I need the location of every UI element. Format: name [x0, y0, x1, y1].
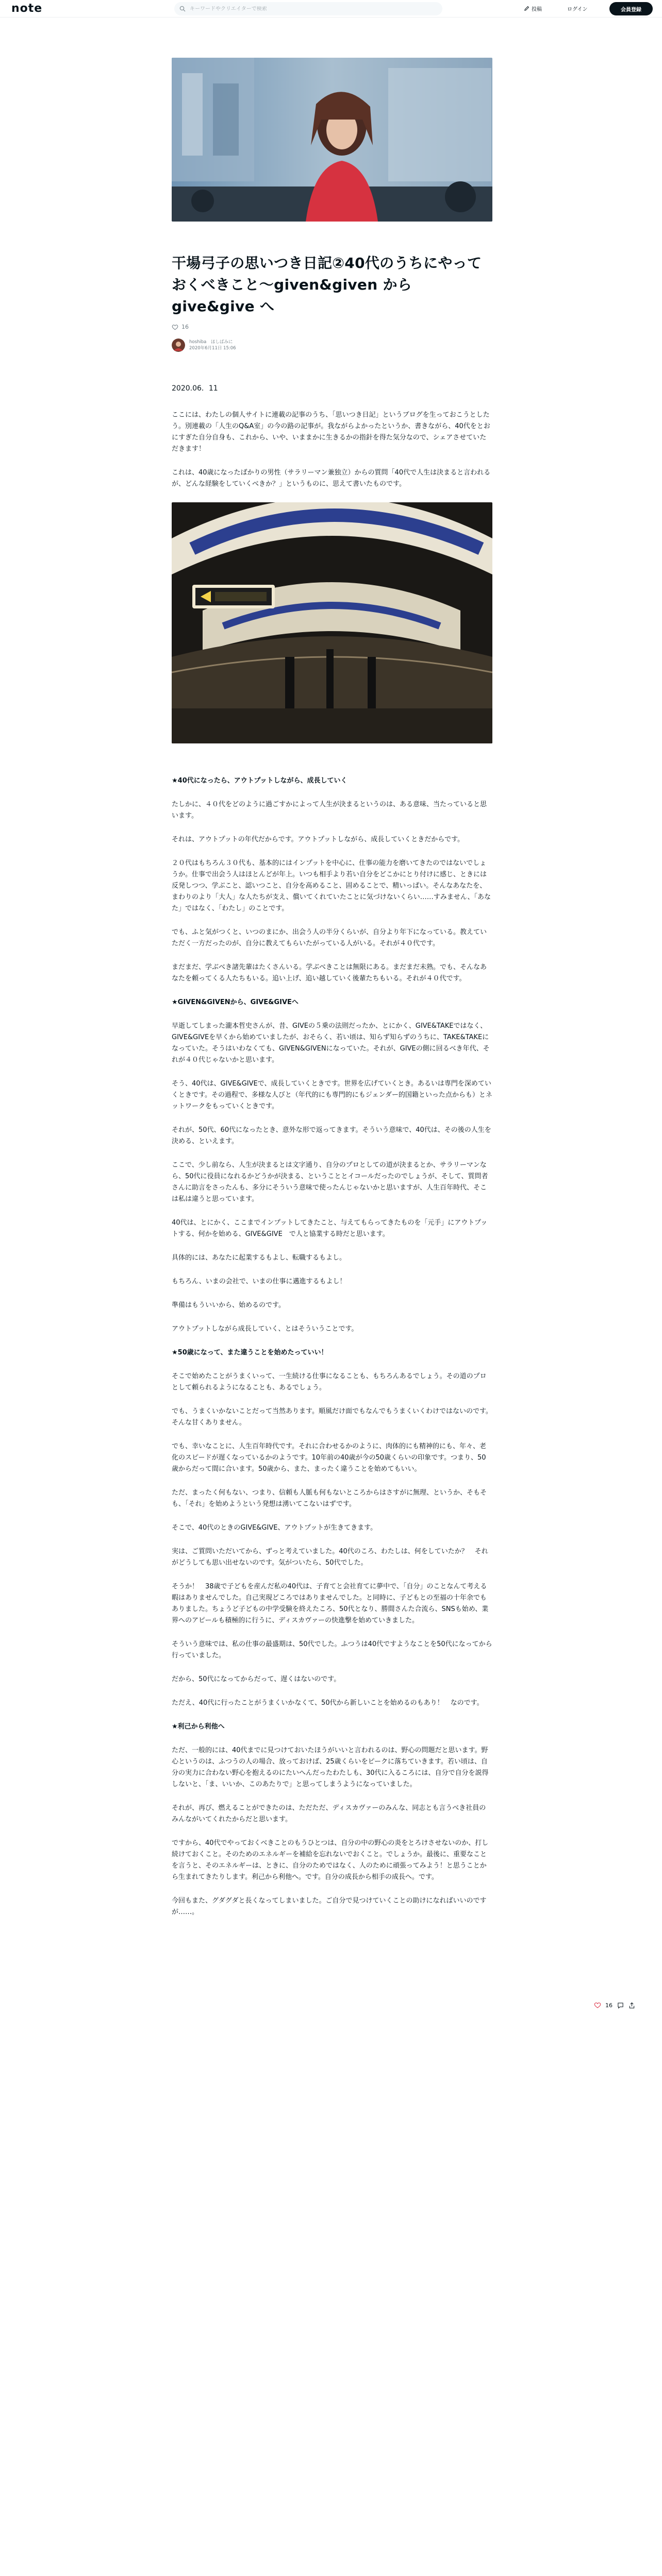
post-label: 投稿 — [532, 7, 542, 12]
paragraph: たしかに、４０代をどのように過ごすかによって人生が決まるというのは、ある意味、当たっていると思います。 — [172, 801, 487, 820]
paragraph: でも、幸いなことに、人生百年時代です。それに合わせるかのように、肉体的にも精神的にも、年々、老化のスピードが遅くなっているかのようです。10年前の40歳が今の50歳くらいの印象です。つまり、50歳からだって間に合います。50歳から、また、まったく違うことを始めてもいい。 — [172, 1443, 486, 1473]
paragraph: まだまだ、学ぶべき諸先輩はたくさんいる。学ぶべきことは無限にある。まだまだ未熟。でも、そんなあなたを頼ってくる人たちもいる。追い上げ、追い越していく後輩たちもいる。それが４０代です。 — [172, 963, 487, 982]
publish-date: 2020年6月11日 15:06 — [189, 346, 236, 351]
share-button[interactable] — [628, 2002, 635, 2009]
paragraph: もちろん、いまの会社で、いまの仕事に邁進するもよし！ — [172, 1278, 346, 1285]
comment-icon — [617, 2002, 624, 2009]
floating-actions — [594, 2002, 635, 2009]
section-heading: ★利己から利他へ — [172, 1723, 225, 1731]
paragraph: だから、50代になってからだって、遅くはないのです。 — [172, 1675, 341, 1683]
paragraph: そこで始めたことがうまくいって、一生続ける仕事になることも、もちろんあるでしょう。その道のプロとして頼られるようになることも、あるでしょう。 — [172, 1372, 487, 1392]
paragraph: そう、40代は、GIVE&GIVEで、成長していくときです。世界を広げていくとき。あるいは専門を深めていくときです。その過程で、多様な人びと（年代的にも専門的にもジェンダー的国籍といった点からも）とネットワークをもっていくときです。 — [172, 1080, 492, 1110]
paragraph: でも、ふと気がつくと、いつのまにか、出会う人の半分くらいが、自分より年下になっている。教えていただく一方だったのが、自分に教えてもらいたがっている人がいる。それが４０代です。 — [172, 928, 487, 947]
article-date: 2020.06．11 — [172, 384, 218, 393]
author-name[interactable]: hoshiba ほしばみに — [189, 340, 233, 345]
paragraph: それが、再び、燃えることができたのは、ただただ、ディスカヴァーのみんな、同志とも言うべき社員のみんながいてくれたからだと思います。 — [172, 1804, 486, 1823]
paragraph: 具体的には、あなたに起業するもよし、転職するもよし。 — [172, 1254, 346, 1262]
paragraph: 早逝してしまった瀧本哲史さんが、昔、GIVEの５乗の法則だったか、とにかく、GIVE&TAKEではなく、GIVE&GIVEを早くから始めていましたが、おそらく、若い頃は、知らず知らずのうちに、TAKE&TAKEになっていた。そうはいわなくても、GIVEN&GIVENになっていた。それが、GIVEの側に回るべき年代、それが４０代じゃないかと思います。 — [172, 1022, 490, 1064]
paragraph: ただ、一般的には、40代までに見つけておいたほうがいいと言われるのは、野心の問題だと思います。野心というのは、ふつうの人の場合、放っておけば、25歳くらいをピークに落ちていきます。若い頃は、自分の実力に合わない野心を抱えるのにたいへんだったわたしも、30代に入るころには、自分で自分を説得しないと、「ま、いいか、このあたりで」と思ってしまうようになっていました。 — [172, 1747, 489, 1788]
paragraph: そうか！ 38歳で子どもを産んだ私の40代は、子育てと会社育てに夢中で、「自分」のことなんて考える暇はありませんでした。自己実現どころではありませんでした。と同時に、子どもとの至福の十年余でもありました。ちょうど子どもの中学受験を終えたころ、50代となり、勝間さんた合流ら、SNSも始め、業界へのアピールも積極的に行うに、ディスカヴァーの快進撃を始めていきました。 — [172, 1583, 489, 1624]
author-avatar[interactable] — [172, 338, 185, 352]
post-button[interactable] — [524, 5, 542, 12]
login-link[interactable]: ログイン — [567, 7, 588, 12]
paragraph: これは、40歳になったばかりの男性（サラリーマン兼独立）からの質問「40代で人生は決まると言われるが、どんな経験をしていくべきか？」というものに、思えて書いたものです。 — [172, 469, 491, 488]
section-heading: ★40代になったら、アウトプットしながら、成長していく — [172, 777, 347, 785]
pencil-icon — [524, 6, 529, 11]
paragraph: でも、うまくいかないことだって当然あります。順風だけ面でもなんでもうまくいくわけではないのです。そんな甘くありません。 — [172, 1408, 492, 1427]
like-row[interactable] — [172, 324, 492, 330]
paragraph: ですから、40代でやっておくべきことのもうひとつは、自分の中の野心の炎をとろけさせないのか、打し続けておくこと。そのためのエネルギーを補給を忘れないでおくこと。でしょうか。最後に、重要なことを言うと、そのエネルギーは、ときに、自分のためではなく、人のために頑張ってみよう！と思うことから生まれてきたりします。利己から利他へ。です。自分の成長から相手の成長へ。です。 — [172, 1839, 489, 1881]
paragraph: 今回もまた、グダグダと長くなってしまいました。ご自分で見つけていくことの助けになればいいのですが……。 — [172, 1897, 487, 1916]
float-like-button[interactable] — [594, 2002, 601, 2009]
paragraph: アウトプットしながら成長していく、とはそういうことです。 — [172, 1325, 358, 1333]
article — [172, 58, 492, 1930]
author-meta — [189, 339, 236, 351]
note-logo[interactable]: note — [11, 2, 43, 15]
paragraph: ここには、わたしの個人サイトに連載の記事のうち、「思いつき日記」というブログを⽣っておこうとしたう。別連載の「人生のQ&A室」の今の路の記事が。我ながらよかったというか、書きながら、40代をとおにすぎた自分自身も、これから、いや、いままかに生きるかの指針を得た気分なので、シェアさせていただきます！ — [172, 411, 490, 453]
paragraph: ここで、少し前なら、人生が決まるとは文字通り、自分のプロとしての道が決まるとか、サラリーマンなら、50代に役員になれるかどうかが決まる、ということとイコールだったのでしょうが、そして、質問者さんに助言をさったんも、多分にそういう意味で使ったんじゃないかと思いますが、人生百年時代、そこは私は違うと思っています。 — [172, 1161, 488, 1203]
paragraph: ２０代はもちろん３０代も、基本的にはインプットを中心に、仕事の能力を磨いてきたのではないでしょうか。仕事で出会う人はほとんどが年上。いつも相手より若い自分をどこかにとり付けに感じ、ときには反発しつつ、学ぶこと、認いつこと、自分を高めること、固めることで、精いっぱい。そんなあなたを、まわりのより「大人」な人たちが支え、償いてくれていたことに気づけないくらい……すみません、「あなた」ではなく、「わたし」のことです。 — [172, 859, 491, 912]
paragraph: 実は、ご質問いただいてから、ずっと考えていました。40代のころ、わたしは、何をしていたか？ それがどうしても思い出せないのです。気がついたら、50代でした。 — [172, 1548, 488, 1567]
paragraph: ただえ、40代に行ったことがうまくいかなくて、50代から新しいことを始めるのもあり！ なのです。 — [172, 1699, 484, 1707]
search-box[interactable] — [174, 2, 442, 15]
signup-button[interactable]: 会員登録 — [609, 2, 653, 15]
paragraph: そこで、40代のときのGIVE&GIVE、アウトプットが生きてきます。 — [172, 1524, 377, 1532]
paragraph: 準備はもういいから、始めるのです。 — [172, 1301, 285, 1309]
share-icon — [628, 2002, 635, 2009]
top-header — [0, 0, 662, 18]
article-title: 干場弓子の思いつき日記②40代のうちにやっておくべきこと〜given&given から give&give へ — [172, 255, 482, 315]
search-input[interactable] — [190, 6, 437, 12]
like-count: 16 — [181, 324, 189, 330]
paragraph: 40代は、とにかく、ここまでインプットしてきたこと、与えてもらってきたものを「元手」にアウトプットする、何かを始める、GIVE&GIVE で人と協業する時だと思います。 — [172, 1219, 488, 1238]
paragraph: それが、50代、60代になったとき、意外な形で返ってきます。そういう意味で、40代は、その後の人生を決める、といえます。 — [172, 1126, 491, 1145]
heart-icon — [594, 2002, 601, 2008]
search-icon — [179, 6, 186, 12]
heart-icon[interactable] — [172, 324, 178, 330]
article-body — [172, 383, 492, 1918]
paragraph: ただ、まったく何もない、つまり、信頼も人脈も何もないところからはさすがに無理、というか、そもそも、「それ」を始めようという発想は湧いてこないはずです。 — [172, 1489, 487, 1508]
paragraph: それは、アウトプットの年代だからです。アウトプットしながら、成長していくときだからです。 — [172, 836, 465, 843]
comment-button[interactable] — [617, 2002, 624, 2009]
author-row[interactable] — [172, 338, 492, 352]
article-photo-subway — [172, 502, 492, 743]
section-heading: ★50歳になって、また違うことを始めたっていい！ — [172, 1349, 328, 1357]
section-heading: ★GIVEN&GIVENから、GIVE&GIVEへ — [172, 998, 299, 1006]
hero-image — [172, 58, 492, 222]
float-like-count: 16 — [605, 2002, 613, 2009]
paragraph: そういう意味では、私の仕事の最盛期は、50代でした。ふつうは40代ですようなことを50代になってから行っていました。 — [172, 1640, 492, 1659]
